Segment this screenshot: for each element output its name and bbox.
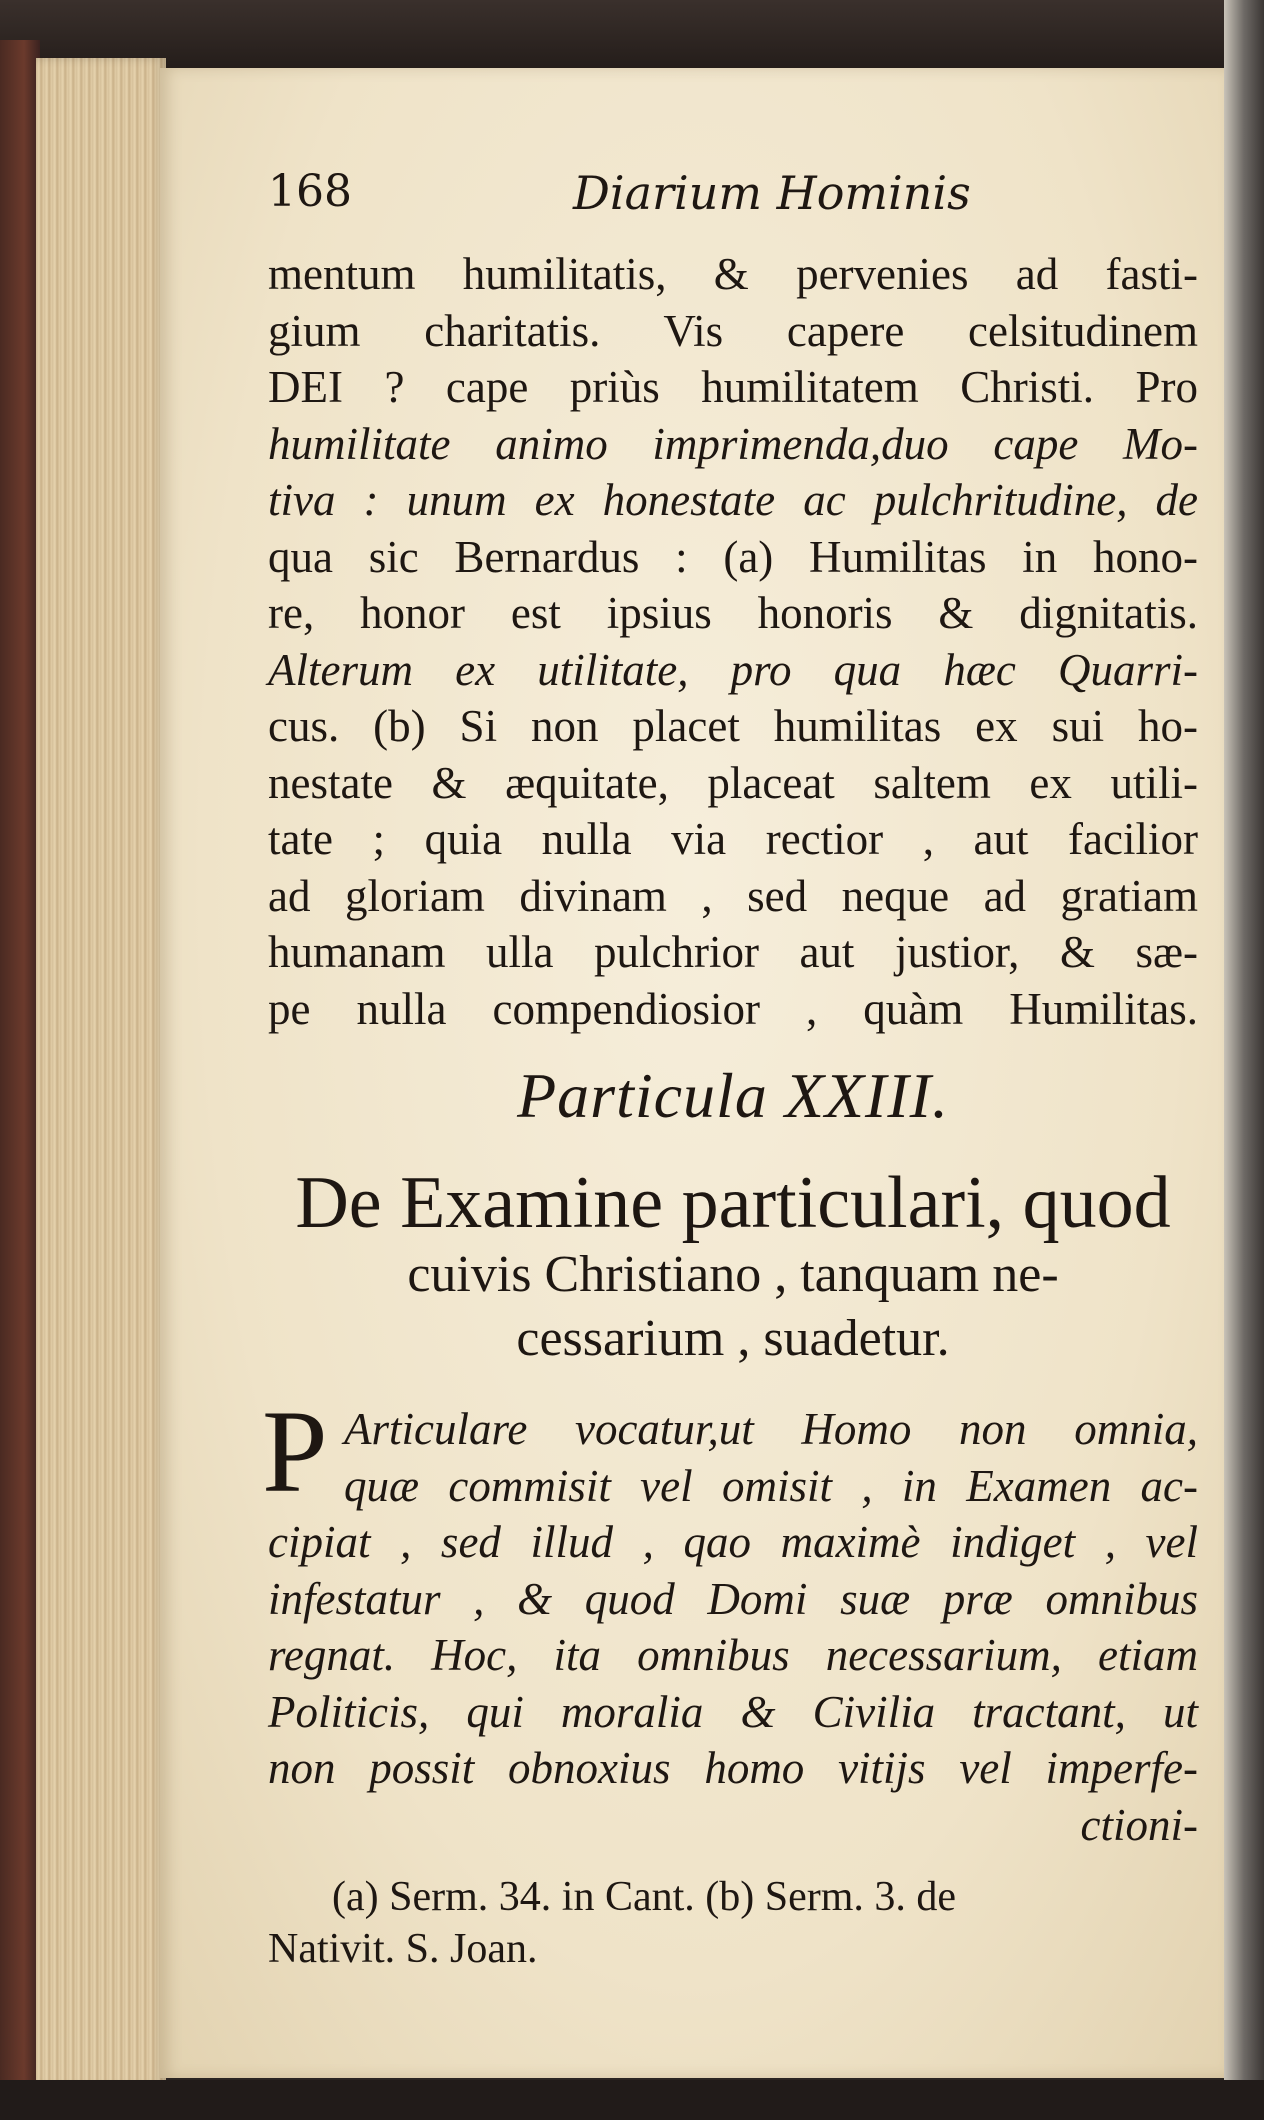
book-page bbox=[160, 68, 1224, 2078]
body-line: nestate & æquitate, placeat saltem ex utili- bbox=[268, 757, 1198, 808]
body-line: qua sic Bernardus : (a) Humilitas in hono- bbox=[268, 531, 1198, 582]
body-line: regnat. Hoc, ita omnibus necessarium, etiam bbox=[268, 1630, 1198, 1680]
body-line: DEI ? cape priùs humilitatem Christi. Pro bbox=[268, 362, 1198, 412]
book-cover-top bbox=[0, 0, 1264, 70]
footnotes bbox=[268, 1871, 1198, 1975]
body-line: pe nulla compendiosior , quàm Humilitas. bbox=[268, 983, 1198, 1034]
section-number: Particula XXIII. bbox=[517, 1060, 949, 1131]
book-cover-right bbox=[1224, 0, 1264, 2120]
body-line: cipiat , sed illud , qao maximè indiget , vel bbox=[268, 1517, 1198, 1567]
body-line: Articulare vocatur,ut Homo non omnia, bbox=[344, 1404, 1198, 1454]
book-cover-bottom bbox=[0, 2080, 1264, 2120]
body-line: infestatur , & quod Domi suæ præ omnibus bbox=[268, 1573, 1198, 1624]
section-heading-line: cuivis Christiano , tanquam ne- bbox=[407, 1246, 1059, 1303]
body-line: mentum humilitatis, & pervenies ad fasti- bbox=[268, 249, 1198, 299]
page-header bbox=[268, 166, 1198, 246]
body-line: humanam ulla pulchrior aut justior, & sæ- bbox=[268, 927, 1198, 977]
page-content bbox=[262, 166, 1198, 1975]
body-line: Alterum ex utilitate, pro qua hæc Quarri- bbox=[268, 644, 1198, 695]
drop-cap: P bbox=[262, 1386, 328, 1517]
page-number: 168 bbox=[268, 166, 352, 217]
body-line: tate ; quia nulla via rectior , aut facilior bbox=[268, 814, 1198, 864]
body-line: humilitate animo imprimenda,duo cape Mo- bbox=[268, 418, 1198, 469]
running-title: Diarium Hominis bbox=[573, 166, 971, 220]
body-line: tiva : unum ex honestate ac pulchritudine, de bbox=[268, 475, 1198, 525]
page-edges bbox=[36, 58, 166, 2088]
body-text bbox=[268, 246, 1198, 1037]
footnote-line: Nativit. S. Joan. bbox=[268, 1926, 538, 1972]
body-line: cus. (b) Si non placet humilitas ex sui ho- bbox=[268, 701, 1198, 751]
body-line: ad gloriam divinam , sed neque ad gratiam bbox=[268, 870, 1198, 921]
body-line: gium charitatis. Vis capere celsitudinem bbox=[268, 305, 1198, 356]
section-heading-line: cessarium , suadetur. bbox=[516, 1310, 950, 1367]
section-heading: De Examine particulari, quod bbox=[295, 1162, 1171, 1244]
body-line: Politicis, qui moralia & Civilia tractant, ut bbox=[268, 1686, 1198, 1737]
book-spine bbox=[0, 40, 40, 2080]
catchword: ctioni- bbox=[1080, 1799, 1198, 1850]
body-line: quæ commisit vel omisit , in Examen ac- bbox=[344, 1460, 1198, 1511]
body-line: re, honor est ipsius honoris & dignitatis. bbox=[268, 588, 1198, 638]
footnote-line: (a) Serm. 34. in Cant. (b) Serm. 3. de bbox=[332, 1874, 957, 1920]
body-line: non possit obnoxius homo vitijs vel imperfe- bbox=[268, 1743, 1198, 1793]
paragraph bbox=[262, 1386, 1198, 1853]
